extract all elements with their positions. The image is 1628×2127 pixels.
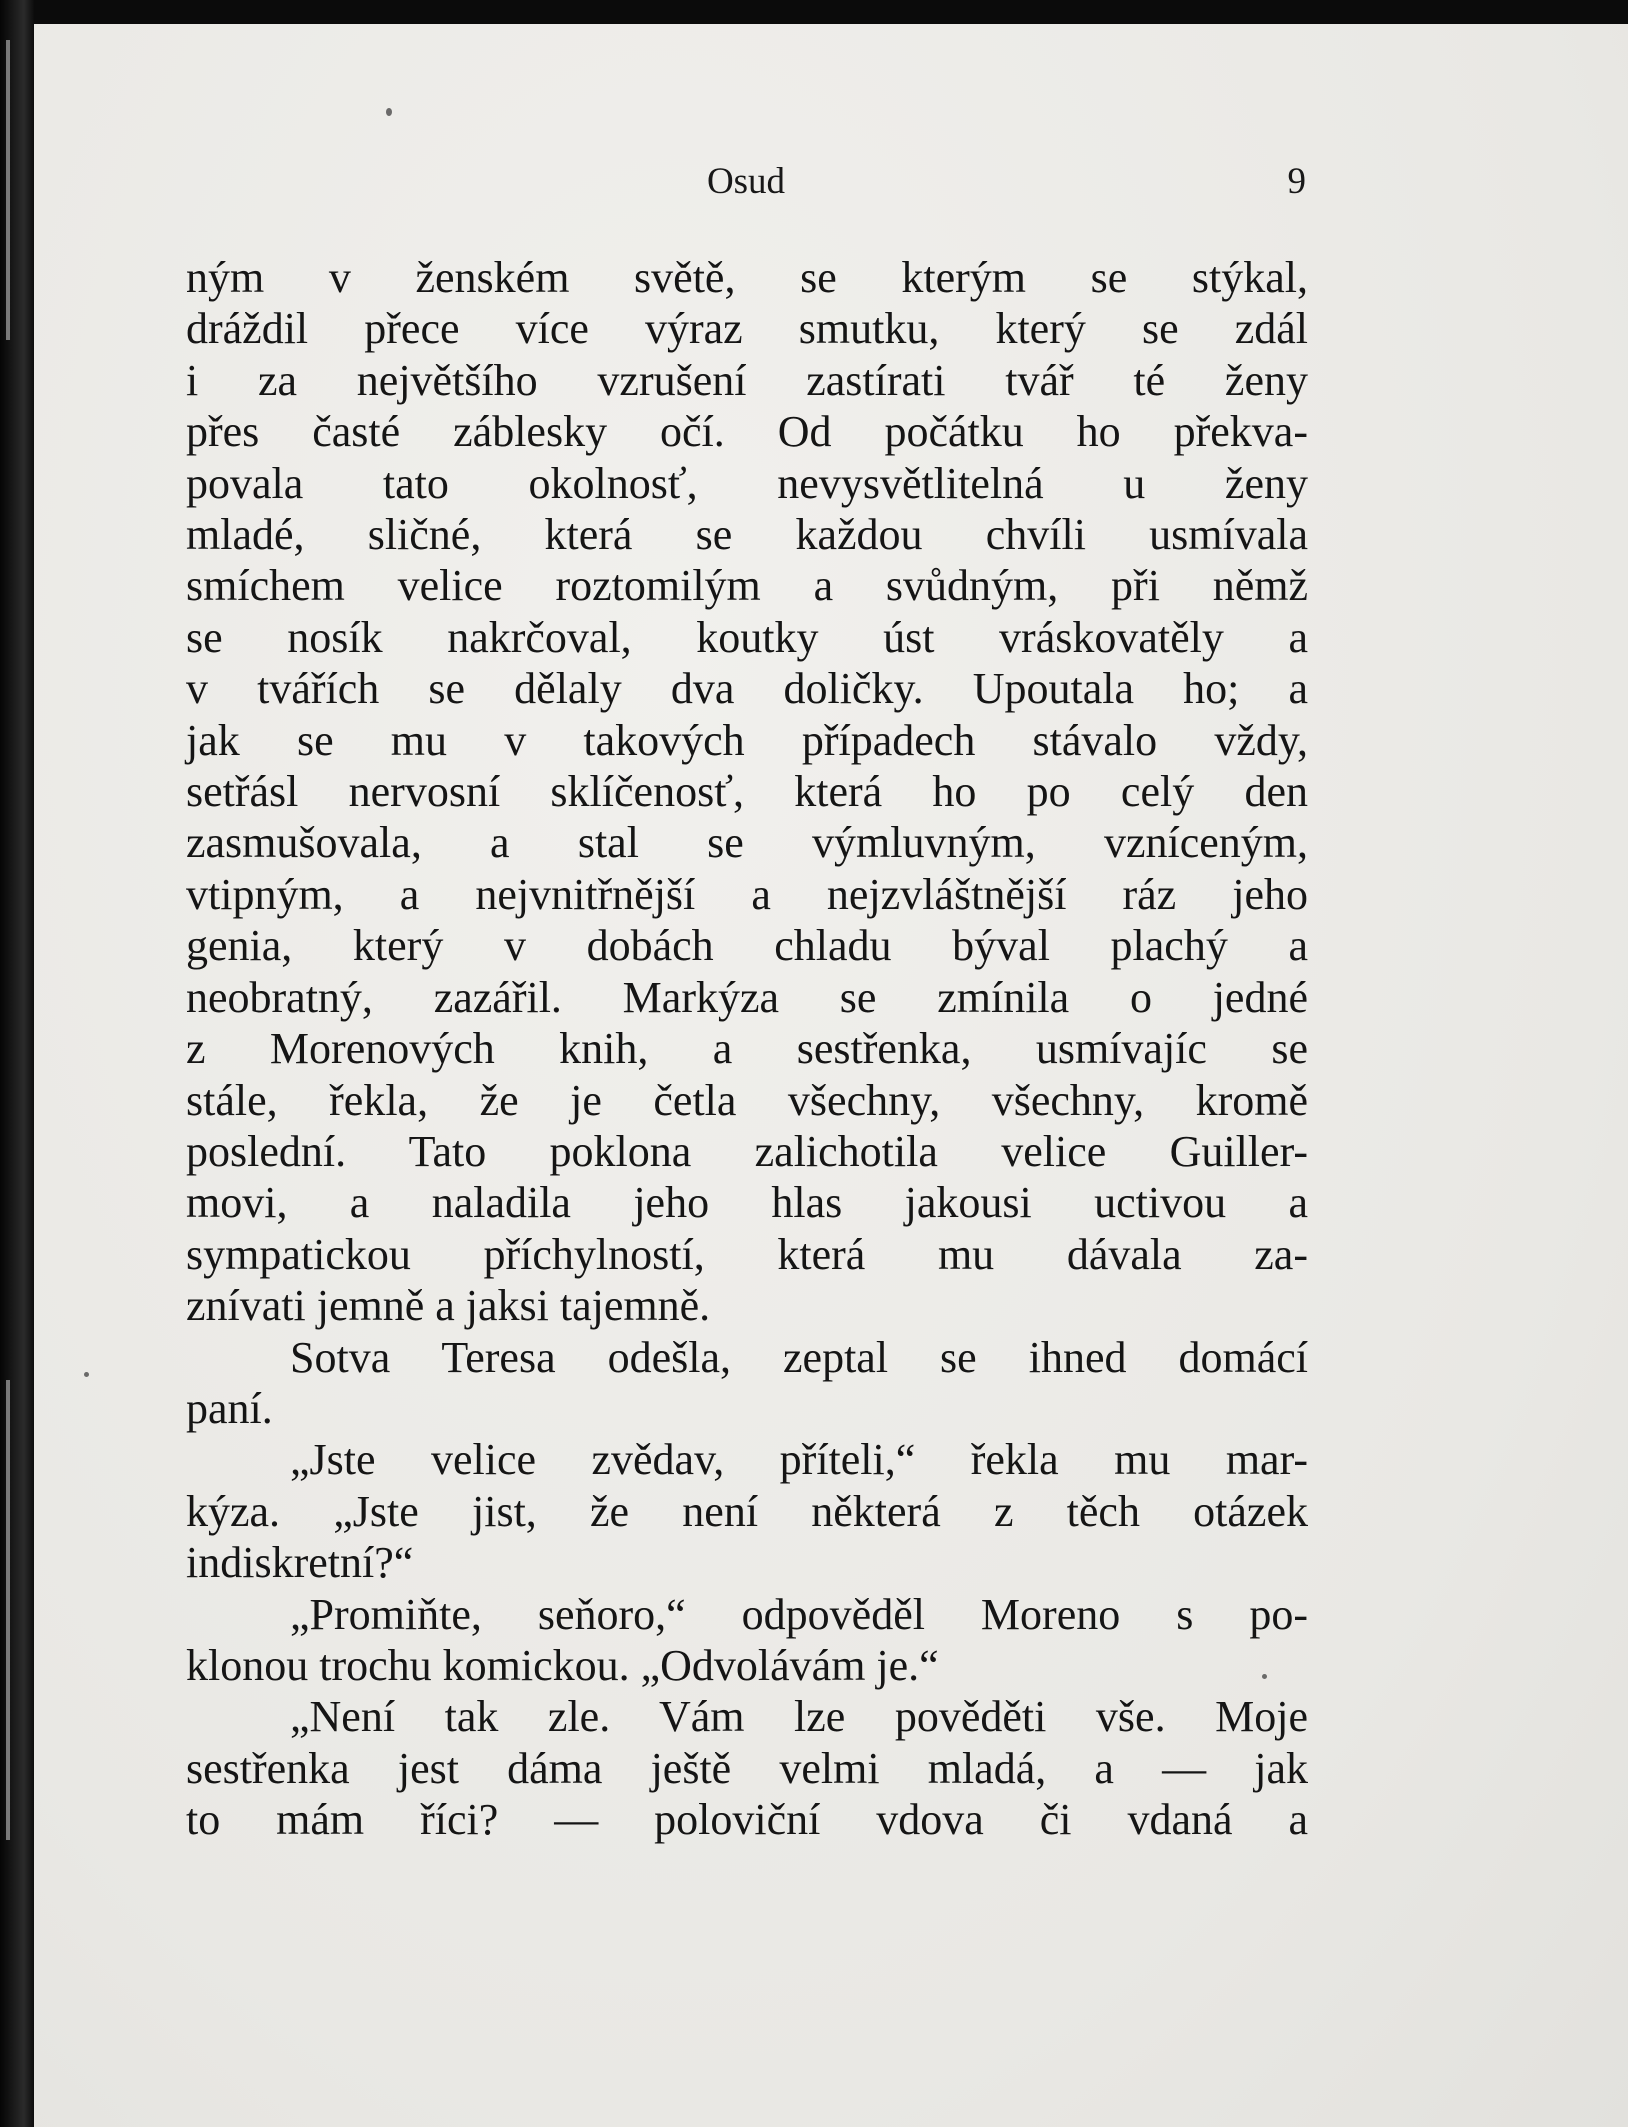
- running-title: Osud: [706, 161, 786, 202]
- text-line: sestřenka jest dáma ještě velmi mladá, a — jak: [186, 1743, 1308, 1793]
- paper-speck: [386, 108, 392, 116]
- text-line: kýza. „Jste jist, že není některá z těch otázek: [186, 1486, 1308, 1536]
- text-line: mladé, sličné, která se každou chvíli usmívala: [186, 510, 1308, 560]
- text-line: znívati jemně a jaksi tajemně.: [186, 1281, 711, 1331]
- text-line: indiskretní?“: [186, 1538, 414, 1588]
- text-line: to mám říci? — poloviční vdova či vdaná a: [186, 1795, 1308, 1845]
- text-line: vtipným, a nejvnitřnější a nejzvláštnější ráz jeho: [186, 869, 1308, 919]
- page-number: 9: [1287, 161, 1306, 202]
- text-line: stále, řekla, že je četla všechny, všechny, kromě: [186, 1075, 1308, 1125]
- text-line: paní.: [186, 1383, 273, 1433]
- text-line: ným v ženském světě, se kterým se stýkal,: [186, 253, 1308, 302]
- text-line: i za největšího vzrušení zastírati tvář té ženy: [186, 355, 1308, 405]
- text-line: „Promiňte, seňoro,“ odpověděl Moreno s po-: [290, 1589, 1308, 1639]
- text-line: smíchem velice roztomilým a svůdným, při němž: [186, 561, 1308, 611]
- text-line: z Morenových knih, a sestřenka, usmívajíc se: [186, 1024, 1308, 1074]
- text-line: v tvářích se dělaly dva doličky. Upoutala ho; a: [186, 664, 1308, 714]
- text-line: přes časté záblesky očí. Od počátku ho překva-: [186, 407, 1308, 457]
- text-line: „Jste velice zvědav, příteli,“ řekla mu mar-: [290, 1435, 1308, 1485]
- text-line: se nosík nakrčoval, koutky úst vráskovatěly a: [186, 612, 1308, 662]
- running-header: [186, 160, 1306, 216]
- text-line: neobratný, zazářil. Markýza se zmínila o jedné: [186, 972, 1308, 1022]
- text-line: genia, který v dobách chladu býval plachý a: [186, 921, 1308, 971]
- text-line: dráždil přece více výraz smutku, který se zdál: [186, 304, 1308, 354]
- text-line: povala tato okolnosť, nevysvětlitelná u ženy: [186, 458, 1308, 508]
- text-line: setřásl nervosní sklíčenosť, která ho po celý den: [186, 767, 1308, 817]
- text-line: „Není tak zle. Vám lze pověděti vše. Moje: [290, 1692, 1308, 1742]
- body-text: [186, 252, 1308, 1846]
- spine-highlight: [6, 40, 10, 340]
- text-line: Sotva Teresa odešla, zeptal se ihned domácí: [290, 1332, 1308, 1382]
- book-spine-edge: [0, 0, 34, 2127]
- text-line: poslední. Tato poklona zalichotila velice Guiller-: [186, 1126, 1308, 1176]
- text-line: sympatickou příchylností, která mu dávala za-: [186, 1229, 1308, 1279]
- text-line: jak se mu v takových případech stávalo vždy,: [186, 715, 1308, 765]
- spine-highlight: [6, 1380, 10, 1840]
- text-line: zasmušovala, a stal se výmluvným, vzníceným,: [186, 818, 1308, 868]
- paper-speck: [84, 1372, 89, 1377]
- text-line: klonou trochu komickou. „Odvolávám je.“: [186, 1640, 939, 1690]
- text-line: movi, a naladila jeho hlas jakousi uctivou a: [186, 1178, 1308, 1228]
